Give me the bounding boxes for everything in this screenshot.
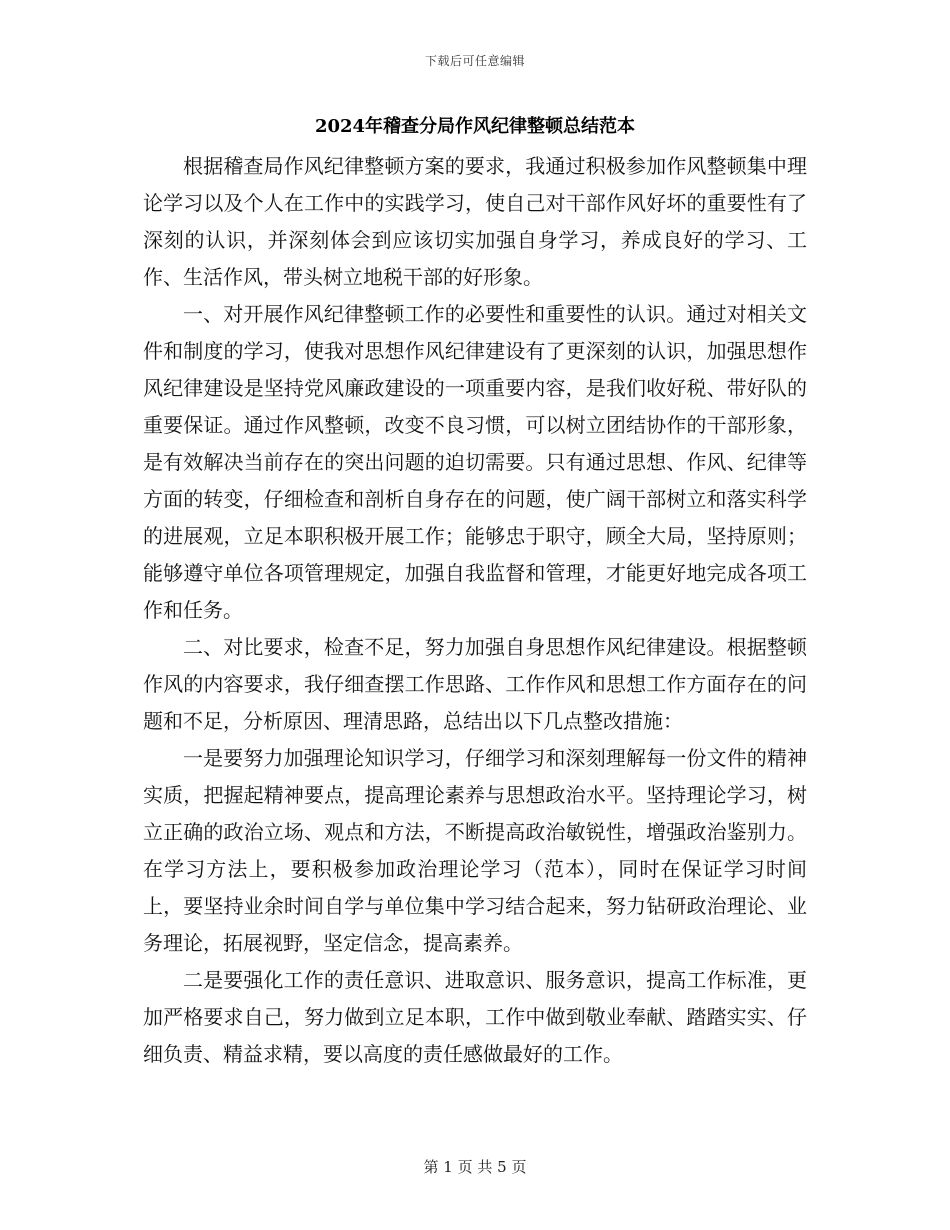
paragraph-section-one: 一、对开展作风纪律整顿工作的必要性和重要性的认识。通过对相关文件和制度的学习，使我对思想作风纪律建设有了更深刻的认识，加强思想作风纪律建设是坚持党风廉政建设的一项重要内容，是我们收好税、带好队的重要保证。通过作风整顿，改变不良习惯，可以树立团结协作的干部形象，是有效解决当前存在的突出问题的迫切需要。只有通过思想、作风、纪律等方面的转变，仔细检查和剖析自身存在的问题，使广阔干部树立和落实科学的进展观，立足本职积极开展工作；能够忠于职守，顾全大局，坚持原则；能够遵守单位各项管理规定，加强自我监督和管理，才能更好地完成各项工作和任务。 [143,302,807,622]
paragraph-intro: 根据稽查局作风纪律整顿方案的要求，我通过积极参加作风整顿集中理论学习以及个人在工作中的实践学习，使自己对干部作风好坏的重要性有了深刻的认识，并深刻体会到应该切实加强自身学习，养成良好的学习、工作、生活作风，带头树立地税干部的好形象。 [143,154,807,289]
document-body [143,148,807,1073]
page-number: 第 1 页 共 5 页 [423,1158,527,1176]
document-title: 2024年稽查分局作风纪律整顿总结范本 [314,116,636,137]
paragraph-measure-two: 二是要强化工作的责任意识、进取意识、服务意识，提高工作标准，更加严格要求自己，努力做到立足本职，工作中做到敬业奉献、踏踏实实、仔细负责、精益求精，要以高度的责任感做最好的工作。 [143,968,807,1066]
header-note: 下载后可任意编辑 [424,54,525,68]
paragraph-section-two: 二、对比要求，检查不足，努力加强自身思想作风纪律建设。根据整顿作风的内容要求，我仔细查摆工作思路、工作作风和思想工作方面存在的问题和不足，分析原因、理清思路，总结出以下几点整改措施： [143,635,807,733]
paragraph-measure-one: 一是要努力加强理论知识学习，仔细学习和深刻理解每一份文件的精神实质，把握起精神要点，提高理论素养与思想政治水平。坚持理论学习，树立正确的政治立场、观点和方法，不断提高政治敏锐性，增强政治鉴别力。在学习方法上，要积极参加政治理论学习（范本），同时在保证学习时间上，要坚持业余时间自学与单位集中学习结合起来，努力钻研政治理论、业务理论，拓展视野，坚定信念，提高素养。 [143,746,807,955]
